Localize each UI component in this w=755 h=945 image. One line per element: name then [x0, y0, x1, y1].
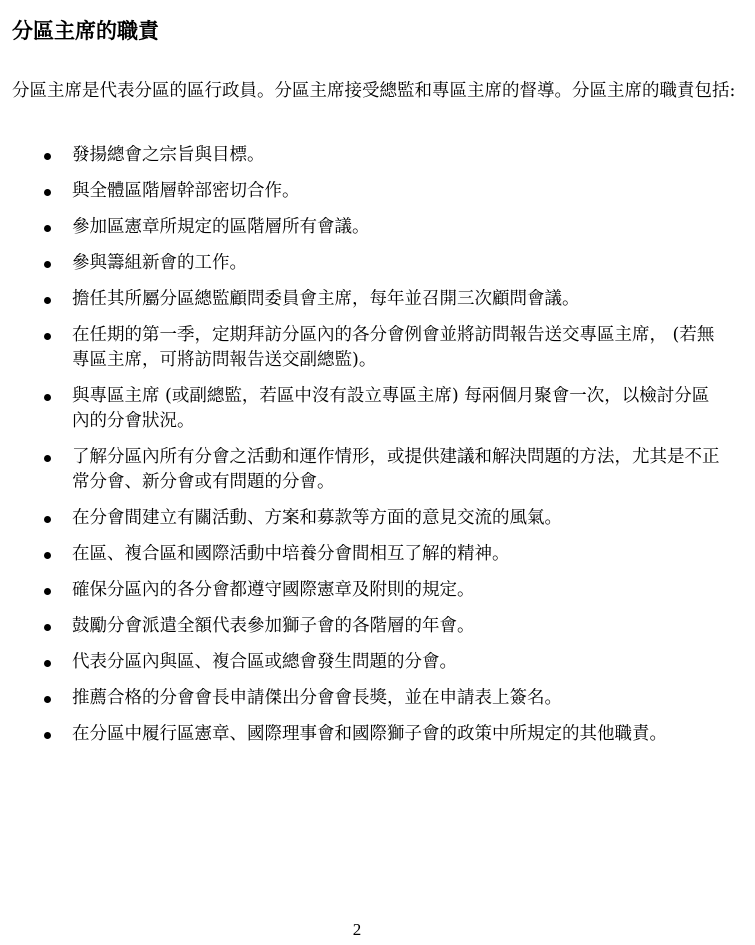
duty-item	[0, 323, 755, 373]
duties-list	[0, 143, 755, 758]
duty-text: 參加區憲章所規定的區階層所有會議。	[72, 217, 370, 237]
duty-item	[0, 650, 755, 675]
duty-item	[0, 384, 755, 434]
duty-item	[0, 215, 755, 240]
duty-text: 與全體區階層幹部密切合作。	[72, 181, 300, 201]
duty-item	[0, 179, 755, 204]
duty-text: 鼓勵分會派遣全額代表參加獅子會的各階層的年會。	[72, 616, 475, 636]
duty-text: 擔任其所屬分區總監顧問委員會主席，每年並召開三次顧問會議。	[72, 289, 580, 309]
duty-item	[0, 542, 755, 567]
duty-text: 與專區主席 (或副總監，若區中沒有設立專區主席) 每兩個月聚會一次，以檢討分區內的分會狀況。	[72, 386, 710, 431]
duty-text: 在分區中履行區憲章、國際理事會和國際獅子會的政策中所規定的其他職責。	[72, 724, 667, 744]
duty-text: 參與籌組新會的工作。	[72, 253, 247, 273]
bullet-icon	[44, 696, 51, 703]
duty-item	[0, 506, 755, 531]
bullet-icon	[44, 455, 51, 462]
duty-text: 確保分區內的各分會都遵守國際憲章及附則的規定。	[72, 580, 475, 600]
bullet-icon	[44, 588, 51, 595]
duty-text: 推薦合格的分會會長申請傑出分會會長獎，並在申請表上簽名。	[72, 688, 562, 708]
bullet-icon	[44, 732, 51, 739]
bullet-icon	[44, 225, 51, 232]
duty-item	[0, 614, 755, 639]
duty-item	[0, 287, 755, 312]
bullet-icon	[44, 394, 51, 401]
bullet-icon	[44, 333, 51, 340]
bullet-icon	[44, 189, 51, 196]
bullet-icon	[44, 624, 51, 631]
duty-item	[0, 722, 755, 747]
duty-text: 在任期的第一季，定期拜訪分區內的各分會例會並將訪問報告送交專區主席， (若無專區主席，可將訪問報告送交副總監)。	[72, 325, 715, 370]
duty-item	[0, 578, 755, 603]
duty-item	[0, 143, 755, 168]
duty-item	[0, 686, 755, 711]
bullet-icon	[44, 297, 51, 304]
bullet-icon	[44, 552, 51, 559]
page-title: 分區主席的職責	[12, 19, 159, 43]
duty-text: 代表分區內與區、複合區或總會發生問題的分會。	[72, 652, 457, 672]
duty-item	[0, 251, 755, 276]
duty-item	[0, 445, 755, 495]
bullet-icon	[44, 516, 51, 523]
duty-text: 在分會間建立有關活動、方案和募款等方面的意見交流的風氣。	[72, 508, 562, 528]
duty-text: 發揚總會之宗旨與目標。	[72, 145, 265, 165]
bullet-icon	[44, 261, 51, 268]
duty-text: 在區、複合區和國際活動中培養分會間相互了解的精神。	[72, 544, 510, 564]
bullet-icon	[44, 153, 51, 160]
duty-text: 了解分區內所有分會之活動和運作情形，或提供建議和解決問題的方法，尤其是不正常分會、新分會或有問題的分會。	[72, 447, 720, 492]
bullet-icon	[44, 660, 51, 667]
intro-paragraph: 分區主席是代表分區的區行政員。分區主席接受總監和專區主席的督導。分區主席的職責包括:	[12, 81, 736, 101]
page-number: 2	[352, 920, 362, 939]
